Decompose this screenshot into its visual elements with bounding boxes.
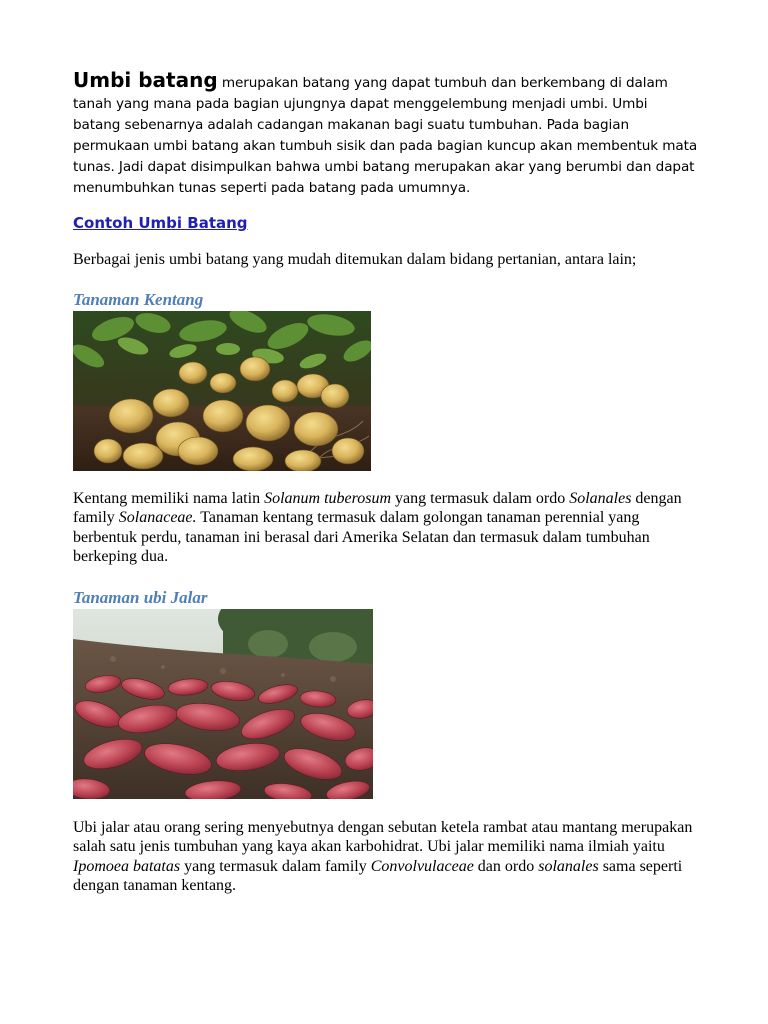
kentang-latin-name: Solanum tuberosum: [264, 489, 392, 507]
ubi-text-d: sama seperti dengan tanaman kentang.: [73, 857, 683, 894]
intro-paragraph: [73, 70, 698, 199]
section-heading-contoh[interactable]: Contoh Umbi Batang: [73, 214, 248, 232]
ubi-text-a: Ubi jalar atau orang sering menyebutnya dengan sebutan ketela rambat atau mantang merupakan salah satu jenis tumbuhan yang kaya akan karbohidrat. Ubi jalar memiliki nama ilmiah yaitu: [73, 818, 693, 855]
kentang-text-d: Tanaman kentang termasuk dalam golongan tanaman perennial yang berbentuk perdu, tanaman ini berasal dari Amerika Selatan dan termasuk dalam tumbuhan berkeping dua.: [73, 509, 650, 565]
kentang-text-c: dengan family: [73, 489, 682, 526]
ubi-family: Convolvulaceae: [370, 857, 474, 875]
intro-lead-term: Umbi batang: [73, 68, 218, 92]
heading-tanaman-kentang: Tanaman Kentang: [73, 289, 204, 309]
ubi-latin-name: Ipomoea batatas: [73, 857, 181, 875]
ubi-text-b: yang termasuk dalam family: [180, 857, 371, 875]
heading-tanaman-ubi-jalar: Tanaman ubi Jalar: [73, 587, 208, 607]
ubi-text-c: dan ordo: [473, 857, 539, 875]
kentang-ordo: Solanales: [569, 489, 632, 507]
kentang-family: Solanaceae.: [118, 509, 197, 526]
document-page: [73, 70, 698, 896]
potato-photo: [73, 311, 371, 471]
kentang-text-b: yang termasuk dalam ordo: [391, 489, 570, 507]
kentang-paragraph: [73, 489, 698, 567]
ubi-ordo: solanales: [538, 857, 599, 875]
sweet-potato-photo: [73, 609, 373, 799]
ubi-jalar-paragraph: [73, 818, 698, 896]
kentang-text-a: Kentang memiliki nama latin: [73, 489, 265, 507]
intro-text: merupakan batang yang dapat tumbuh dan berkembang di dalam tanah yang mana pada bagian ujungnya dapat menggelembung menjadi umbi. Umbi batang sebenarnya adalah cadangan makanan bagi suatu tumbuhan. Pada bagian permukaan umbi batang akan tumbuh sisik dan pada bagian kuncup akan membentuk mata tunas. Jadi dapat disimpulkan bahwa umbi batang merupakan akar yang berumbi dan dapat menumbuhkan tunas seperti pada batang pada umumnya.: [73, 75, 698, 196]
section-intro-paragraph: Berbagai jenis umbi batang yang mudah ditemukan dalam bidang pertanian, antara lain;: [73, 251, 637, 268]
